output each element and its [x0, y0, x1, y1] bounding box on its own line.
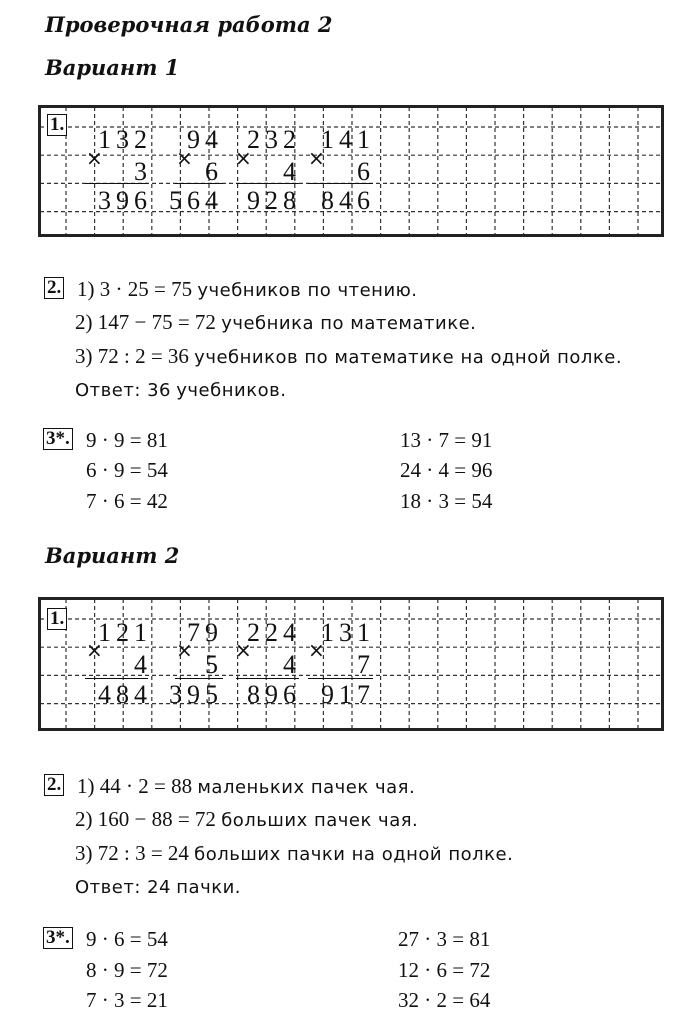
solution-line	[75, 344, 622, 370]
times-sign: ×	[86, 638, 103, 662]
equation: 7 · 6 = 42	[86, 489, 168, 513]
task-3-badge: 3*.	[43, 428, 73, 450]
equation: 24 · 4 = 96	[400, 458, 493, 482]
result-line	[85, 183, 148, 184]
task-2-badge: 2.	[44, 277, 64, 299]
solution-math: 3) 72 : 2 = 36	[75, 344, 189, 368]
solution-text: учебников по чтению.	[197, 280, 418, 301]
solution-line	[75, 310, 476, 336]
equation: 8 · 9 = 72	[86, 958, 168, 982]
equation: 18 · 3 = 54	[400, 489, 493, 513]
solution-math: 2) 147 − 75 = 72	[75, 310, 216, 334]
solution-text: учебника по математике.	[221, 313, 477, 334]
equation: 6 · 9 = 54	[86, 458, 168, 482]
solution-line	[77, 277, 418, 303]
product: 896	[247, 680, 301, 709]
product: 395	[169, 680, 223, 709]
equation: 9 · 6 = 54	[86, 927, 168, 951]
product: 564	[169, 186, 223, 215]
product: 917	[321, 680, 375, 709]
multiplicand: 232	[247, 125, 301, 154]
times-sign: ×	[235, 146, 252, 170]
equation: 12 · 6 = 72	[398, 958, 491, 982]
multiplier: 6	[205, 157, 223, 186]
solution-math: 1) 44 · 2 = 88	[77, 774, 193, 798]
multiplier: 6	[357, 157, 375, 186]
solution-math: 1) 3 · 25 = 75	[77, 277, 193, 301]
variant-1-heading: Вариант 1	[45, 55, 180, 80]
solution-line	[77, 774, 415, 800]
times-sign: ×	[176, 638, 193, 662]
equation: 27 · 3 = 81	[398, 927, 491, 951]
solution-math: 2) 160 − 88 = 72	[75, 807, 216, 831]
solution-text: больших пачки на одной полке.	[194, 844, 514, 865]
solution-math: 3) 72 : 3 = 24	[75, 841, 189, 865]
equation: 7 · 3 = 21	[86, 988, 168, 1012]
solution-text: больших пачек чая.	[221, 810, 419, 831]
multiplier: 4	[283, 650, 301, 679]
multiplier: 3	[134, 157, 152, 186]
solution-text: маленьких пачек чая.	[197, 777, 416, 798]
times-sign: ×	[308, 638, 325, 662]
answer-math: Ответ: 24	[75, 877, 172, 898]
equation: 32 · 2 = 64	[398, 988, 491, 1012]
answer-text: пачки.	[176, 877, 241, 898]
result-line	[175, 678, 223, 679]
result-line	[175, 183, 223, 184]
variant-2-heading: Вариант 2	[45, 543, 180, 568]
page-title: Проверочная работа 2	[45, 12, 333, 37]
multiplicand: 224	[247, 618, 301, 647]
multiplicand: 79	[187, 618, 223, 647]
task-1-badge: 1.	[47, 608, 67, 630]
solution-line	[75, 841, 513, 867]
product: 846	[321, 186, 375, 215]
multiplicand: 121	[98, 618, 152, 647]
solution-line	[75, 807, 418, 833]
result-line	[308, 183, 373, 184]
result-line	[308, 678, 373, 679]
task-2-badge: 2.	[44, 774, 64, 796]
product: 928	[247, 186, 301, 215]
equation: 9 · 9 = 81	[86, 428, 168, 452]
result-line	[236, 678, 299, 679]
product: 396	[98, 186, 152, 215]
solution-text: учебников по математике на одной полке.	[194, 347, 623, 368]
multiplicand: 131	[321, 618, 375, 647]
product: 484	[98, 680, 152, 709]
answer-text: учебников.	[176, 380, 287, 401]
multiplier: 4	[283, 157, 301, 186]
answer-line	[75, 377, 286, 403]
times-sign: ×	[176, 146, 193, 170]
result-line	[85, 678, 148, 679]
multiplier: 7	[357, 650, 375, 679]
multiplicand: 141	[321, 125, 375, 154]
task-3-badge: 3*.	[43, 927, 73, 949]
task-1-badge: 1.	[47, 114, 67, 136]
multiplicand: 132	[98, 125, 152, 154]
multiplier: 5	[205, 650, 223, 679]
equation: 13 · 7 = 91	[400, 428, 493, 452]
times-sign: ×	[235, 638, 252, 662]
result-line	[236, 183, 299, 184]
answer-line	[75, 874, 241, 900]
multiplier: 4	[134, 650, 152, 679]
multiplicand: 94	[187, 125, 223, 154]
times-sign: ×	[86, 146, 103, 170]
answer-math: Ответ: 36	[75, 380, 172, 401]
times-sign: ×	[308, 146, 325, 170]
